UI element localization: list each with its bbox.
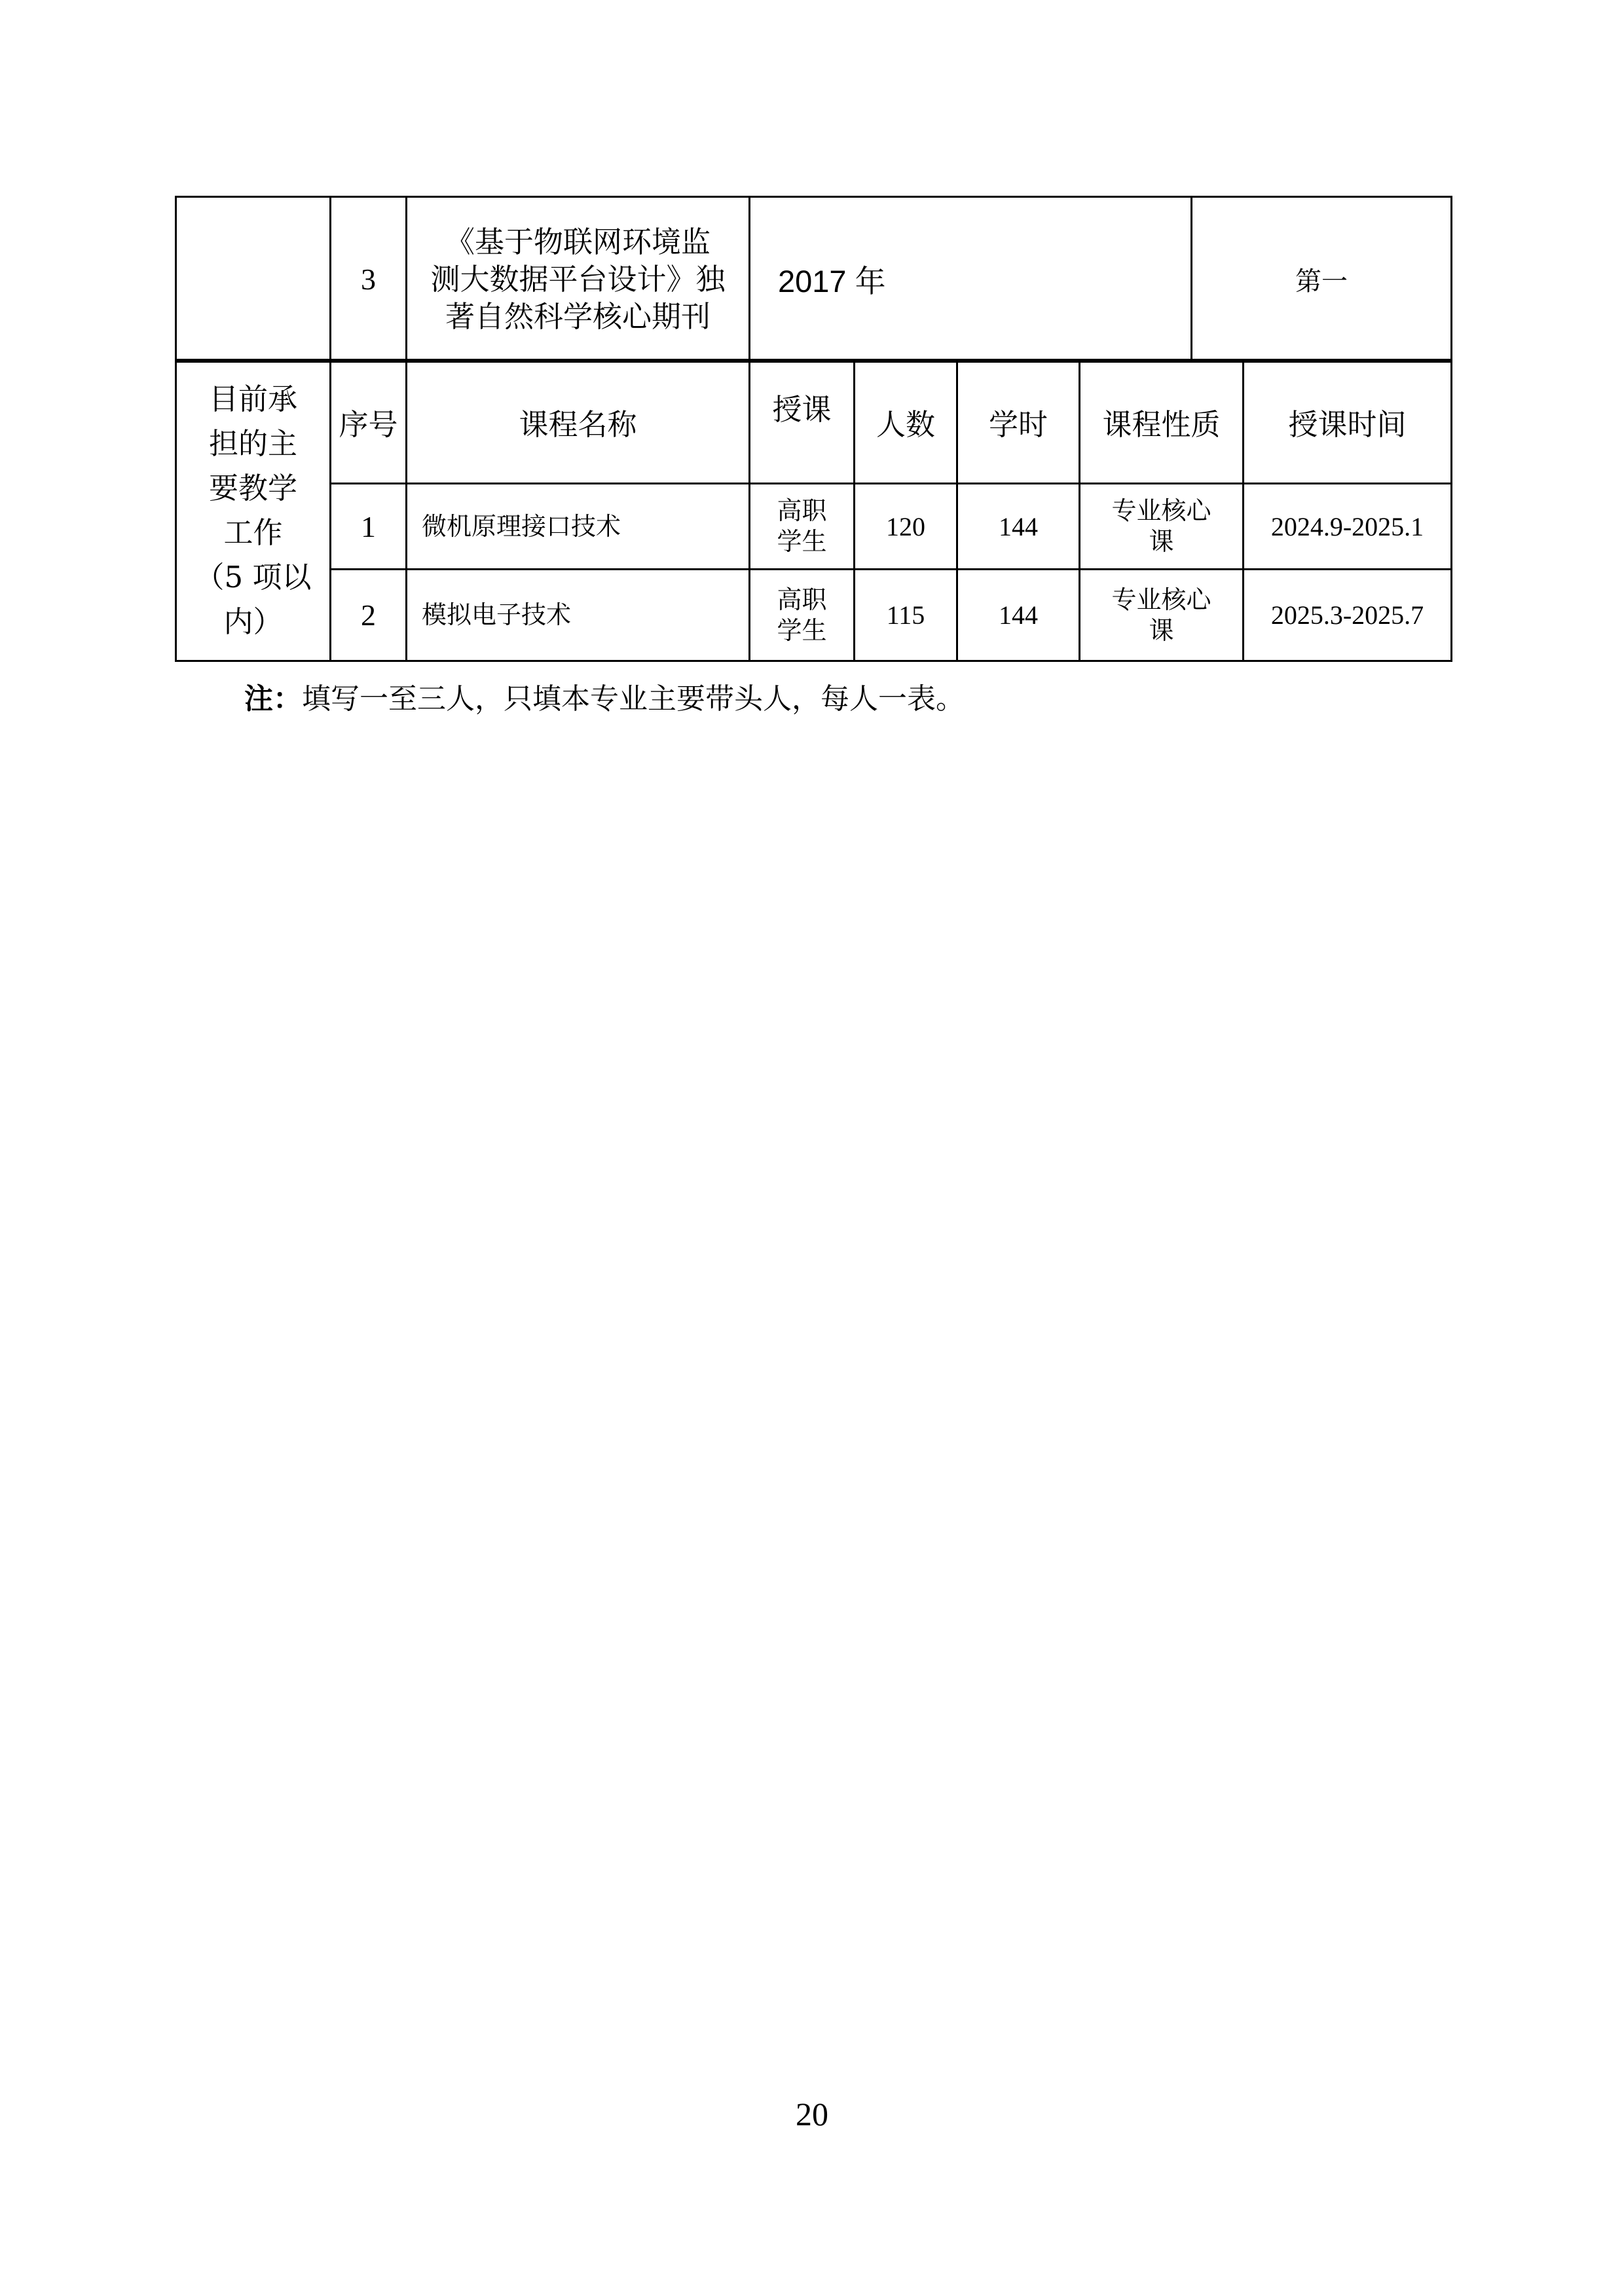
row-audience-line: 学生	[777, 615, 827, 645]
row-course-name: 微机原理接口技术	[407, 484, 750, 570]
teaching-header-row	[176, 360, 1452, 484]
footnote-text: 填写一至三人，只填本专业主要带头人，每人一表。	[302, 682, 965, 716]
row-nature-line: 课	[1149, 527, 1174, 556]
section-label-line: 工作	[223, 515, 283, 550]
row-period: 2025.3-2025.7	[1244, 570, 1452, 661]
header-hours: 学时	[957, 360, 1080, 484]
row-nature	[1080, 570, 1244, 661]
table-row	[176, 484, 1452, 570]
paper-title	[407, 197, 750, 362]
section-label-line: 担的主	[208, 426, 297, 461]
header-students: 人数	[855, 360, 957, 484]
row-index: 1	[331, 484, 407, 570]
row-course-name: 模拟电子技术	[407, 570, 750, 661]
header-course-name: 课程名称	[407, 360, 750, 484]
footnote-label: 注：	[244, 682, 302, 716]
paper-row-empty-label-cell	[176, 197, 331, 362]
header-nature: 课程性质	[1080, 360, 1244, 484]
paper-title-line: 《基于物联网环境监	[445, 225, 710, 259]
row-nature	[1080, 484, 1244, 570]
row-index: 2	[331, 570, 407, 661]
paper-title-line: 著自然科学核心期刊	[445, 299, 710, 334]
header-index: 序号	[331, 360, 407, 484]
section-label-line: （5 项以	[194, 559, 312, 594]
paper-rank: 第一	[1192, 197, 1452, 362]
paper-title-line: 测大数据平台设计》独	[430, 262, 726, 297]
teaching-table	[175, 359, 1452, 662]
page-number: 20	[796, 2096, 828, 2132]
section-label-line: 要教学	[208, 470, 297, 505]
paper-index: 3	[331, 197, 407, 362]
row-nature-line: 专业核心	[1111, 496, 1211, 525]
row-audience	[750, 570, 855, 661]
row-hours: 144	[957, 570, 1080, 661]
row-hours: 144	[957, 484, 1080, 570]
row-period: 2024.9-2025.1	[1244, 484, 1452, 570]
row-students: 115	[855, 570, 957, 661]
row-audience-line: 高职	[777, 496, 827, 525]
row-audience-line: 高职	[777, 585, 827, 614]
paper-table	[175, 196, 1452, 363]
paper-year: 2017 年	[750, 197, 1192, 362]
header-period: 授课时间	[1244, 360, 1452, 484]
section-label-line: 目前承	[208, 381, 297, 416]
paper-row	[176, 197, 1452, 362]
section-label-line: 内）	[223, 604, 283, 639]
footnote	[244, 680, 965, 719]
row-students: 120	[855, 484, 957, 570]
header-audience: 授课	[750, 360, 855, 484]
row-audience-line: 学生	[777, 527, 827, 556]
row-nature-line: 专业核心	[1111, 585, 1211, 614]
row-nature-line: 课	[1149, 615, 1174, 645]
teaching-section-label	[176, 360, 331, 661]
row-audience	[750, 484, 855, 570]
table-row	[176, 570, 1452, 661]
